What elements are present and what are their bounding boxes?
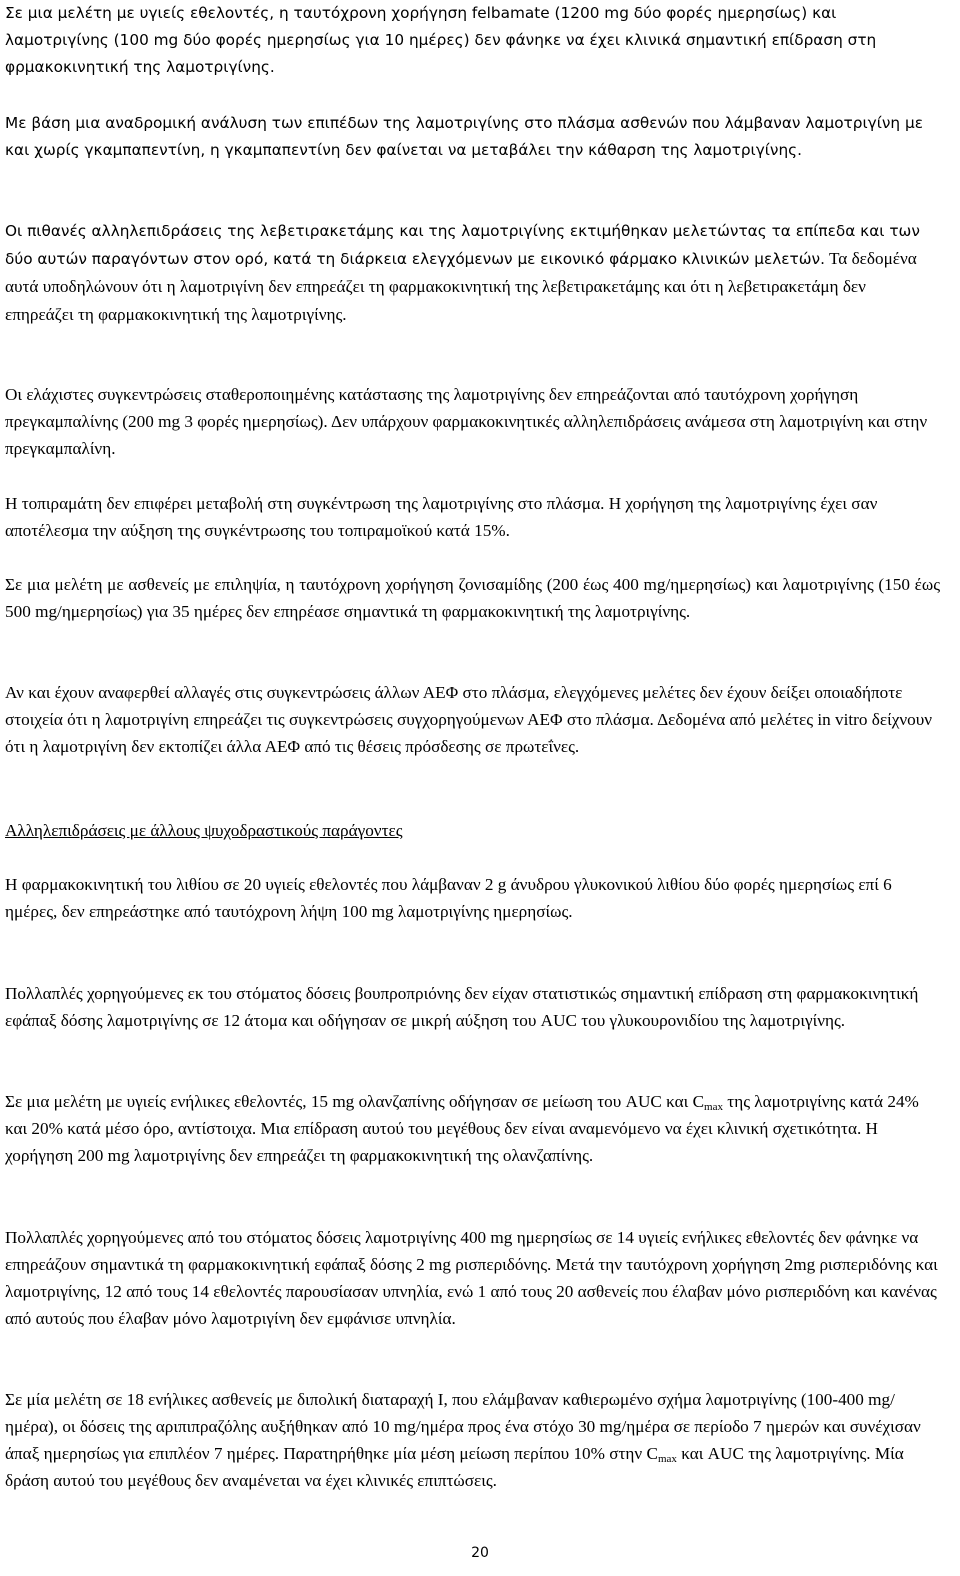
- paragraph-text: Αν και έχουν αναφερθεί αλλαγές στις συγκεντρώσεις άλλων ΑΕΦ στο πλάσμα, ελεγχόμενες μελέτες δεν έχουν δείξει οποιαδήποτε στοιχεία ότι η λαμοτριγίνη επηρεάζει τις συγκεντρώσεις συγχορηγούμενων ΑΕΦ στο πλάσμα. Δεδομένα από μελέτες in vitro δείχνουν ότι η λαμοτριγίνη δεν εκτοπίζει άλλα ΑΕΦ από τις θέσεις πρόσδεσης σε πρωτεΐνες.: [5, 683, 932, 756]
- paragraph-text: Οι ελάχιστες συγκεντρώσεις σταθεροποιημένης κατάστασης της λαμοτριγίνης δεν επηρεάζονται από ταυτόχρονη χορήγηση πρεγκαμπαλίνης (200 mg 3 φορές ημερησίως). Δεν υπάρχουν φαρμακοκινητικές αλληλεπιδράσεις ανάμεσα στη λαμοτριγίνη και στην πρεγκαμπαλίνη.: [5, 385, 928, 458]
- paragraph-text: Η φαρμακοκινητική του λιθίου σε 20 υγιείς εθελοντές που λάμβαναν 2 g άνυδρου γλυκονικού λιθίου δύο φορές ημερησίως επί 6 ημέρες, δεν επηρεάστηκε από ταυτόχρονη λήψη 100 mg λαμοτριγίνης ημερησίως.: [5, 875, 892, 921]
- page-number: 20: [471, 1545, 489, 1561]
- paragraph-pregabalin: [5, 381, 940, 462]
- paragraph-lithium: [5, 871, 940, 925]
- paragraph-text: Πολλαπλές χορηγούμενες εκ του στόματος δόσεις βουπροπριόνης δεν είχαν στατιστικώς σημαντική επίδραση στη φαρμακοκινητική εφάπαξ δόσης λαμοτριγίνης σε 12 άτομα και οδήγησαν σε μικρή αύξηση του AUC του γλυκουρονιδίου της λαμοτριγίνης.: [5, 984, 919, 1030]
- paragraph-felbamate: [5, 0, 935, 81]
- subscript-max: max: [704, 1101, 723, 1113]
- paragraph-gabapentin: [5, 110, 935, 164]
- paragraph-text: Σε μια μελέτη με υγιείς εθελοντές, η ταυτόχρονη χορήγηση felbamate (1200 mg δύο φορές ημερησίως) και λαμοτριγίνης (100 mg δύο φορές ημερησίως για 10 ημέρες) δεν φάνηκε να έχει κλινικά σημαντική επίδραση στη φρμακοκινητική της λαμοτριγίνης.: [5, 4, 877, 76]
- paragraph-bupropion: [5, 980, 940, 1034]
- paragraph-text: Η τοπιραμάτη δεν επιφέρει μεταβολή στη συγκέντρωση της λαμοτριγίνης στο πλάσμα. Η χορήγηση της λαμοτριγίνης έχει σαν αποτέλεσμα την αύξηση της συγκέντρωσης του τοπιραμοϊκού κατά 15%.: [5, 494, 878, 540]
- paragraph-risperidone: [5, 1224, 940, 1332]
- paragraph-text: Πολλαπλές χορηγούμενες από του στόματος δόσεις λαμοτριγίνης 400 mg ημερησίως σε 14 υγιείς ενήλικες εθελοντές δεν φάνηκε να επηρεάζουν σημαντικά τη φαρμακοκινητική εφάπαξ δόσης 2 mg ρισπεριδόνης. Μετά την ταυτόχρονη χορήγηση 2mg ρισπεριδόνης και λαμοτριγίνης, 12 από τους 14 εθελοντές παρουσίασαν υπνηλία, ενώ 1 από τους 20 ασθενείς που έλαβαν μόνο ρισπεριδόνη και κανένας από αυτούς που έλαβαν μόνο λαμοτριγίνη δεν εμφάνισε υπνηλία.: [5, 1228, 938, 1328]
- paragraph-topiramate: [5, 490, 940, 544]
- paragraph-text: Με βάση μια αναδρομική ανάλυση των επιπέδων της λαμοτριγίνης στο πλάσμα ασθενών που λάμβαναν λαμοτριγίνη με και χωρίς γκαμπαπεντίνη, η γκαμπαπεντίνη δεν φαίνεται να μεταβάλει την κάθαρση της λαμοτριγίνης.: [5, 114, 923, 159]
- paragraph-aripiprazole: [5, 1386, 940, 1494]
- paragraph-zonisamide: [5, 571, 940, 625]
- paragraph-text: Οι πιθανές αλληλεπιδράσεις της λεβετιρακετάμης και της λαμοτριγίνης εκτιμήθηκαν μελετώντας τα επίπεδα και των δύο αυτών παραγόντων στον ορό, κατά τη διάρκεια ελεγχόμενων με εικονικό φάρμακο κλινικών μελετών.: [5, 222, 920, 268]
- paragraph-text-continued: της λαμοτριγίνης κατά 24% και 20% κατά μέσο όρο, αντίστοιχα. Μια επίδραση αυτού του μεγέθους δεν είναι αναμενόμενο να έχει κλινική σχετικότητα. Η χορήγηση 200 mg λαμοτριγίνης δεν επηρεάζει τη φαρμακοκινητική της ολανζαπίνης.: [5, 1092, 919, 1165]
- subscript-max: max: [657, 1453, 677, 1465]
- paragraph-text: Σε μια μελέτη με ασθενείς με επιληψία, η ταυτόχρονη χορήγηση ζονισαμίδης (200 έως 400 mg/ημερησίως) και λαμοτριγίνης (150 έως 500 mg/ημερησίως) για 35 ημέρες δεν επηρέασε σημαντικά τη φαρμακοκινητική της λαμοτριγίνης.: [5, 575, 940, 621]
- paragraph-olanzapine: [5, 1088, 940, 1169]
- paragraph-aed-concentrations: [5, 679, 940, 760]
- paragraph-text: Σε μια μελέτη με υγιείς ενήλικες εθελοντές, 15 mg ολανζαπίνης οδήγησαν σε μείωση του AUC και C: [5, 1092, 705, 1111]
- paragraph-levetiracetam: [5, 218, 935, 329]
- section-heading: [5, 817, 940, 844]
- paragraph-text: Σε μία μελέτη σε 18 ενήλικες ασθενείς με διπολική διαταραχή Ι, που ελάμβαναν καθιερωμένο σχήμα λαμοτριγίνης (100-400 mg/ημέρα), οι δόσεις της αριπιπραζόλης αυξήθηκαν από 10 mg/ημέρα προς ένα στόχο 30 mg/ημέρα σε περίοδο 7 ημερών και συνέχισαν άπαξ ημερησίως για επιπλέον 7 ημέρες. Παρατηρήθηκε μία μέση μείωση περίπου 10% στην C: [5, 1390, 921, 1463]
- paragraph-text-continued: Τα δεδομένα αυτά υποδηλώνουν ότι η λαμοτριγίνη δεν επηρεάζει τη φαρμακοκινητική της λεβετιρακετάμης και ότι η λεβετιρακετάμη δεν επηρεάζει τη φαρμακοκινητική της λαμοτριγίνης.: [5, 249, 917, 324]
- section-heading-text: Αλληλεπιδράσεις με άλλους ψυχοδραστικούς παράγοντες: [5, 821, 403, 840]
- paragraph-text-continued: και AUC της λαμοτριγίνης. Μία δράση αυτού του μεγέθους δεν αναμένεται να έχει κλινικές επιπτώσεις.: [5, 1444, 904, 1490]
